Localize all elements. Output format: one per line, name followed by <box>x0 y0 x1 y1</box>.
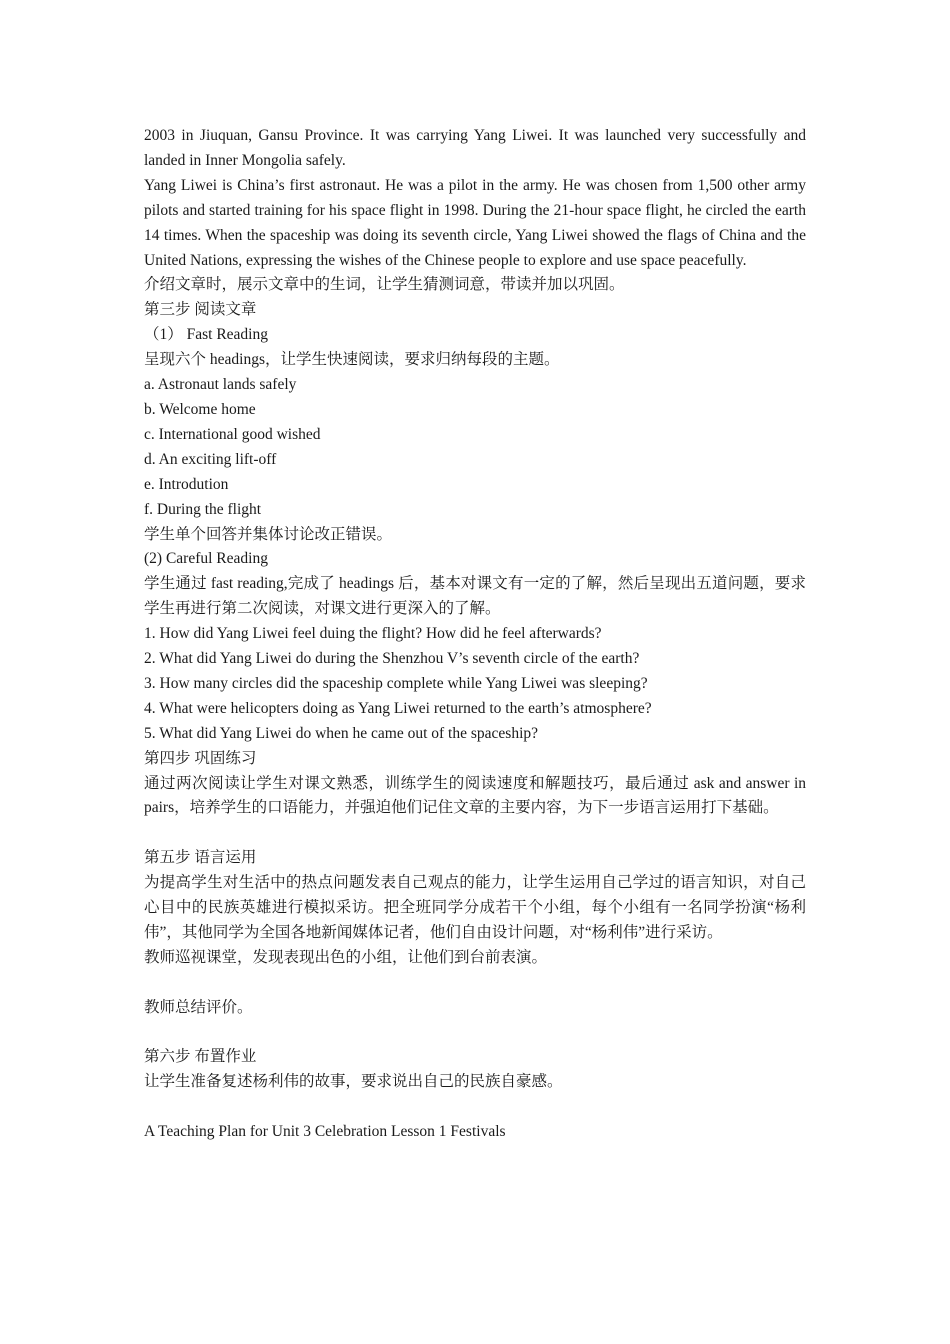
heading-item: b. Welcome home <box>144 400 256 418</box>
step5-body: 为提高学生对生活中的热点问题发表自己观点的能力，让学生运用自己学过的语言知识，对自己心目中的民族英雄进行模拟采访。把全班同学分成若干个小组，每个小组有一名同学扮演“杨利伟”，其他同学为全国各地新闻媒体记者，他们自由设计问题，对“杨利伟”进行采访。 <box>144 874 806 941</box>
step5-summary: 教师总结评价。 <box>144 998 253 1016</box>
question-item: 4. What were helicopters doing as Yang Liwei returned to the earth’s atmosphere? <box>144 699 652 717</box>
step4-body: 通过两次阅读让学生对课文熟悉，训练学生的阅读速度和解题技巧，最后通过 ask and answer in pairs，培养学生的口语能力，并强迫他们记住文章的主要内容，为下一步语言运用打下基础。 <box>144 774 806 817</box>
step4-title: 第四步 巩固练习 <box>144 749 257 767</box>
question-item: 2. What did Yang Liwei do during the Shenzhou V’s seventh circle of the earth? <box>144 650 640 668</box>
fast-reading-title: （1） Fast Reading <box>144 326 268 344</box>
careful-reading-title: (2) Careful Reading <box>144 550 268 568</box>
blank-line <box>144 1021 806 1046</box>
heading-item: c. International good wished <box>144 425 321 443</box>
step3-title: 第三步 阅读文章 <box>144 301 257 319</box>
heading-item: a. Astronaut lands safely <box>144 376 297 394</box>
heading-item: d. An exciting lift-off <box>144 450 277 468</box>
fast-reading-intro: 呈现六个 headings，让学生快速阅读，要求归纳每段的主题。 <box>144 351 560 369</box>
fast-reading-after: 学生单个回答并集体讨论改正错误。 <box>144 525 393 543</box>
step5-title: 第五步 语言运用 <box>144 849 257 867</box>
passage-paragraph-1: 2003 in Jiuquan, Gansu Province. It was carrying Yang Liwei. It was launched very successfully and landed in Inner Mongolia safely. <box>144 127 806 169</box>
careful-reading-intro: 学生通过 fast reading,完成了 headings 后，基本对课文有一定的了解，然后呈现出五道问题，要求学生再进行第二次阅读，对课文进行更深入的了解。 <box>144 575 806 618</box>
question-item: 5. What did Yang Liwei do when he came out of the spaceship? <box>144 724 539 742</box>
document-body <box>144 124 806 1145</box>
step5-patrol: 教师巡视课堂，发现表现出色的小组，让他们到台前表演。 <box>144 948 548 966</box>
blank-line <box>144 821 806 846</box>
question-item: 3. How many circles did the spaceship complete while Yang Liwei was sleeping? <box>144 674 648 692</box>
passage-paragraph-2: Yang Liwei is China’s first astronaut. He was a pilot in the army. He was chosen from 1,500 other army pilots and started training for his space flight in 1998. During the 21-hour space flight, he circled the earth 14 times. When the spaceship was doing its seventh circle, Yang Liwei showed the flags of China and the United Nations, expressing the wishes of the Chinese people to explore and use space peacefully. <box>144 176 806 269</box>
question-item: 1. How did Yang Liwei feel duing the flight? How did he feel afterwards? <box>144 625 602 643</box>
vocab-note: 介绍文章时，展示文章中的生词，让学生猜测词意，带读并加以巩固。 <box>144 276 625 294</box>
step6-body: 让学生准备复述杨利伟的故事，要求说出自己的民族自豪感。 <box>144 1073 563 1091</box>
heading-item: f. During the flight <box>144 500 262 518</box>
next-plan-title: A Teaching Plan for Unit 3 Celebration Lesson 1 Festivals <box>144 1123 506 1141</box>
blank-line <box>144 1095 806 1120</box>
heading-item: e. Introdution <box>144 475 229 493</box>
step6-title: 第六步 布置作业 <box>144 1048 257 1066</box>
blank-line <box>144 971 806 996</box>
